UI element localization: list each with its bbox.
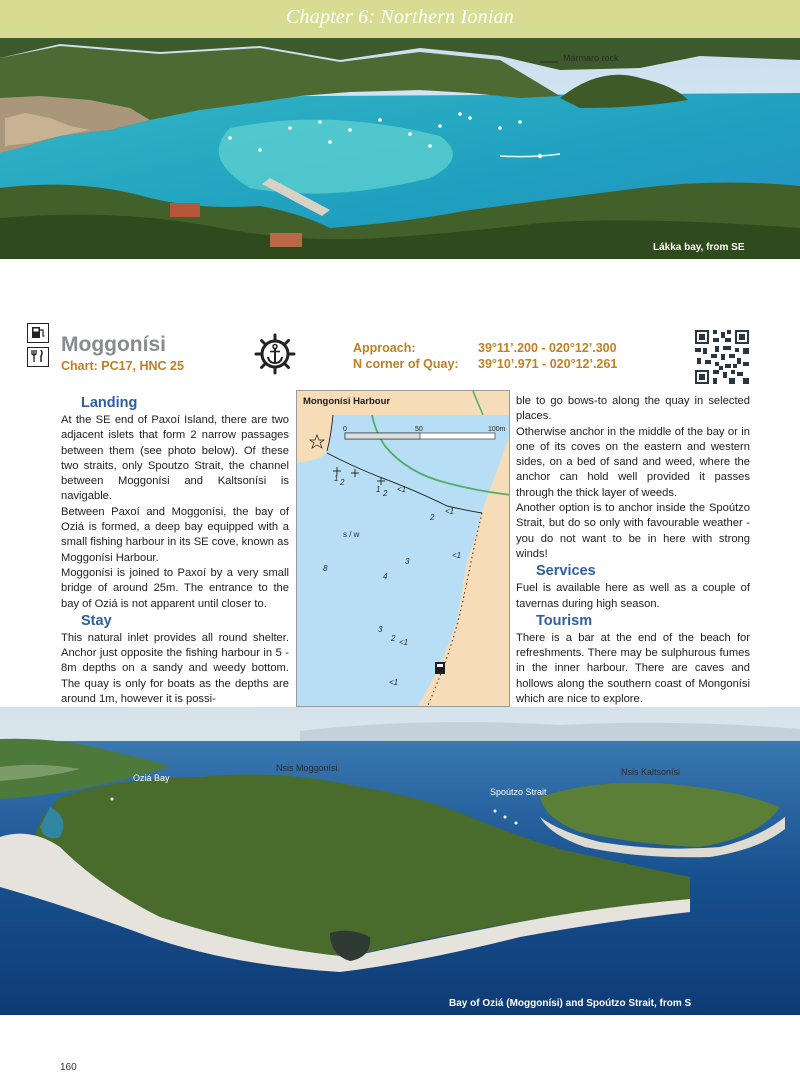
depth-sounding: 2 (383, 489, 388, 498)
coordinate-labels (353, 340, 459, 372)
stay-paragraph-4: Another option is to anchor inside the Spoútzo Strait, but do so only with favourable weather - you do not want to be in here with strong winds! (516, 502, 750, 560)
spoutzo-strait-label: Spoútzo Strait (490, 787, 547, 797)
place-chart-reference: Chart: PC17, HNC 25 (61, 359, 184, 373)
depth-sounding: <1 (445, 507, 455, 516)
depth-sounding: <1 (389, 678, 399, 687)
lakka-bay-photo (0, 38, 800, 259)
restaurant-icon (27, 347, 49, 367)
quay-label: N corner of Quay: (353, 357, 459, 371)
depth-sounding: 3 (378, 625, 383, 634)
section-title-tourism: Tourism (536, 612, 593, 629)
scale-label-50: 50 (415, 426, 423, 433)
kaltsonisi-label: Nsis Kaltsonísi (621, 767, 681, 777)
approach-label: Approach: (353, 341, 416, 355)
scale-label-100: 100m (488, 426, 506, 433)
top-photo-caption: Lákka bay, from SE (653, 242, 745, 253)
section-title-landing: Landing (81, 395, 138, 411)
page-number: 160 (60, 1062, 77, 1073)
helm-anchor-icon (254, 333, 296, 375)
harbour-chart-drawing (297, 391, 510, 707)
qr-code-icon[interactable] (695, 330, 749, 384)
moggonisi-label: Nsis Moggonísi (276, 763, 338, 773)
depth-sounding: <1 (399, 638, 409, 647)
right-text-column (516, 394, 750, 707)
chapter-title: Chapter 6: Northern Ionian (286, 6, 514, 28)
left-text-column (61, 394, 289, 707)
stay-paragraph-2: ble to go bows-to along the quay in selected places. (516, 395, 750, 423)
marmaro-rock-label: Mármaro rock (563, 53, 619, 63)
bottom-photo-caption: Bay of Oziá (Moggonísi) and Spoútzo Strait, from S (449, 998, 692, 1009)
stay-paragraph-1: This natural inlet provides all round shelter. Anchor just opposite the fishing harbour in 5 - 8m depths on a sandy and weedy bottom. The quay is only for boats as the depths are around 1m, however it is possi- (61, 631, 289, 706)
coordinate-values (478, 340, 617, 372)
depth-sounding: 8 (323, 564, 328, 573)
approach-coordinates: 39°11’.200 - 020°12’.300 (478, 341, 617, 355)
stay-paragraph-3: Otherwise anchor in the middle of the bay or in one of its coves on the eastern and western sides, on a bed of sand and weed, where the anchor can hold well provided it passes through the thick layer of weeds. (516, 425, 750, 499)
section-title-services: Services (536, 563, 596, 580)
lakka-bay-illustration (0, 38, 800, 259)
services-paragraph-1: Fuel is available here as well as a couple of tavernas during high season. (516, 582, 750, 610)
depth-sounding: <1 (397, 485, 407, 494)
tourism-paragraph-1: There is a bar at the end of the beach for refreshments. There may be sulphurous fumes in the inner harbour. There are caves and hollows along the southern coast of Mongonísi which are nice to explore. (516, 631, 750, 706)
ozia-bay-illustration (0, 707, 800, 1015)
depth-sounding: 4 (383, 572, 388, 581)
depth-sounding: 1 (334, 474, 339, 483)
depth-sounding: 2 (430, 513, 435, 522)
scale-label-0: 0 (343, 426, 347, 433)
landing-paragraph-3: Moggonísi is joined to Paxoí by a very small bridge of around 25m. The entrance to the bay of Oziá is not apparent until closer to. (61, 566, 289, 610)
section-title-stay: Stay (81, 612, 112, 629)
landing-paragraph-1: At the SE end of Paxoí Island, there are two adjacent islets that form 2 narrow passages between them (see photo below). Of these two straits, only Spoutzo Strait, the channel between Moggonísi and Kaltsonísi is navigable. (61, 414, 289, 503)
chart-title: Mongonísi Harbour (303, 396, 391, 407)
landing-paragraph-2: Between Paxoí and Moggonísi, the bay of Oziá is formed, a deep bay equipped with a small fishing harbour in its SE cove, known as Moggonísi Harbour. (61, 505, 289, 564)
depth-sounding: <1 (452, 551, 462, 560)
fuel-icon (27, 323, 49, 343)
quay-coordinates: 39°10’.971 - 020°12’.261 (478, 357, 618, 371)
depth-sounding: 2 (391, 634, 396, 643)
depth-sounding: 2 (340, 478, 345, 487)
ozia-bay-label: Oziá Bay (133, 773, 170, 783)
harbour-chart (296, 390, 510, 707)
depth-sounding: 1 (376, 485, 381, 494)
depth-sounding: 3 (405, 557, 410, 566)
facility-icons (27, 323, 49, 371)
ozia-bay-photo (0, 707, 800, 1015)
seabed-label: s / w (343, 530, 360, 539)
place-title: Moggonísi (61, 333, 166, 356)
chapter-header-band (0, 0, 800, 38)
